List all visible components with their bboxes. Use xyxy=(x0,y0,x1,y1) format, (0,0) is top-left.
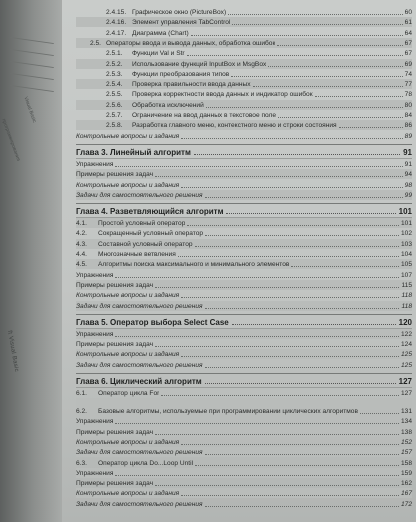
spine-line xyxy=(10,61,54,68)
toc-entry xyxy=(76,301,412,311)
entry-number: 2.5.4. xyxy=(106,81,123,89)
dot-leader xyxy=(360,412,399,414)
entry-number: 4.4. xyxy=(76,251,87,258)
entry-page: 107 xyxy=(400,271,412,279)
chapter-rule xyxy=(76,203,412,204)
entry-title: Обработка исключений xyxy=(132,101,204,109)
chapter-title: Глава 4. Разветвляющийся алгоритм xyxy=(76,207,224,217)
entry-page: 162 xyxy=(400,480,412,488)
toc-entry xyxy=(76,218,412,228)
dot-leader xyxy=(291,265,399,267)
entry-page: 86 xyxy=(404,122,412,130)
toc-entry xyxy=(76,28,412,38)
toc-entry xyxy=(76,239,412,249)
toc-entry xyxy=(76,280,412,290)
toc-entry xyxy=(76,478,412,488)
entry-page: 127 xyxy=(400,390,412,397)
entry-page: 74 xyxy=(404,70,412,78)
entry-page: 78 xyxy=(404,91,412,99)
entry-page: 105 xyxy=(400,261,412,269)
toc-entry xyxy=(76,110,412,120)
entry-title: Простой условный оператор xyxy=(98,220,186,228)
entry-number: 2.5.5. xyxy=(106,91,123,99)
toc-entry xyxy=(76,416,412,426)
chapter-rule xyxy=(76,144,412,145)
toc-entry xyxy=(76,329,412,339)
entry-page: 102 xyxy=(400,230,412,238)
entry-page: 125 xyxy=(400,361,412,369)
dot-leader xyxy=(195,464,399,466)
spine-title: ft Visual Basic xyxy=(6,330,20,373)
entry-number: 4.5. xyxy=(76,261,87,269)
toc-entry xyxy=(76,69,412,79)
entry-number: 4.1. xyxy=(76,220,87,228)
toc-entry xyxy=(76,180,412,190)
chapter-heading xyxy=(76,146,412,157)
entry-title: Использование функций InputBox и MsgBox xyxy=(132,60,267,68)
dot-leader xyxy=(191,34,403,36)
chapter-page: 101 xyxy=(398,207,412,217)
dot-leader xyxy=(339,126,403,128)
dot-leader xyxy=(115,474,399,476)
entry-page: 167 xyxy=(400,490,412,498)
entry-number: 6.2. xyxy=(76,408,87,416)
entry-page: 91 xyxy=(404,160,412,168)
entry-title: Оператор цикла Do...Loop Until xyxy=(98,459,194,467)
dot-leader xyxy=(187,224,399,226)
entry-page: 125 xyxy=(400,351,412,359)
dot-leader xyxy=(232,23,402,25)
dot-leader xyxy=(155,286,399,288)
entry-number: 4.3. xyxy=(76,240,87,248)
dot-leader xyxy=(315,95,403,97)
entry-page: 103 xyxy=(400,240,412,248)
toc-entry xyxy=(76,89,412,99)
toc-entry xyxy=(76,17,412,27)
entry-title: Упражнения xyxy=(76,330,114,338)
book-spine xyxy=(0,0,62,522)
entry-number: 2.5.3. xyxy=(106,70,123,78)
entry-number: 2.5.2. xyxy=(106,60,123,68)
entry-page: 152 xyxy=(400,438,412,446)
entry-page: 101 xyxy=(400,220,412,228)
dot-leader xyxy=(181,355,399,357)
toc-entry xyxy=(76,427,412,437)
toc-entry xyxy=(76,360,412,370)
toc-entry xyxy=(76,120,412,130)
entry-title: Диаграмма (Chart) xyxy=(132,29,189,37)
toc-entry xyxy=(76,458,412,468)
dot-leader xyxy=(115,335,399,337)
entry-page: 118 xyxy=(401,292,412,300)
entry-title: Операторы ввода и вывода данных, обработка ошибок xyxy=(106,39,276,47)
entry-page: 159 xyxy=(400,469,412,477)
entry-title: Контрольные вопросы и задания xyxy=(76,351,180,359)
chapter-heading xyxy=(76,375,412,386)
entry-title: Задачи для самостоятельного решения xyxy=(76,302,203,310)
entry-title: Функции Val и Str xyxy=(132,50,185,58)
dot-leader xyxy=(115,165,402,167)
dot-leader xyxy=(205,505,399,507)
entry-title: Примеры решения задач xyxy=(76,480,154,488)
table-of-contents xyxy=(62,0,416,522)
toc-entry xyxy=(76,388,412,398)
entry-title: Контрольные вопросы и задания xyxy=(76,181,180,189)
entry-page: 99 xyxy=(404,191,412,199)
entry-number: 2.5.8. xyxy=(106,122,123,130)
entry-title: Задачи для самостоятельного решения xyxy=(76,191,203,199)
spine-line xyxy=(10,49,54,56)
entry-title: Примеры решения задач xyxy=(76,428,154,436)
entry-page: 67 xyxy=(404,39,412,47)
entry-page: 118 xyxy=(401,302,412,310)
chapter-title: Глава 6. Циклический алгоритм xyxy=(76,377,202,386)
toc-entry xyxy=(76,488,412,498)
toc-entry xyxy=(76,270,412,280)
toc-entry xyxy=(76,48,412,58)
dot-leader xyxy=(155,175,403,177)
chapter-title: Глава 3. Линейный алгоритм xyxy=(76,147,191,157)
toc-entry xyxy=(76,499,412,509)
chapter-heading xyxy=(76,205,412,216)
entry-title: Упражнения xyxy=(76,418,114,426)
entry-page: 134 xyxy=(400,418,412,426)
entry-page: 138 xyxy=(400,428,412,436)
dot-leader xyxy=(205,453,399,455)
entry-number: 6.1. xyxy=(76,390,87,397)
entry-title: Разработка главного меню, контекстного меню и строки состояния xyxy=(132,122,337,130)
toc-entry xyxy=(76,259,412,269)
dot-leader xyxy=(226,212,395,214)
toc-entry xyxy=(76,38,412,48)
dot-leader xyxy=(232,323,396,325)
entry-page: 104 xyxy=(400,251,412,258)
entry-title: Элемент управления TabControl xyxy=(132,19,231,27)
entry-title: Графическое окно (PictureBox) xyxy=(132,9,227,16)
entry-title: Базовые алгоритмы, используемые при программировании циклических алгоритмов xyxy=(98,408,358,416)
dot-leader xyxy=(181,443,399,445)
dot-leader xyxy=(205,382,396,384)
toc-entry xyxy=(76,290,412,300)
spine-line xyxy=(10,73,54,80)
entry-number: 2.4.15. xyxy=(106,9,127,16)
chapter-rule xyxy=(76,314,412,315)
toc-entry xyxy=(76,249,412,259)
toc-entry xyxy=(76,79,412,89)
chapter-page: 127 xyxy=(398,377,412,386)
entry-title: Многозначные ветвления xyxy=(98,251,176,258)
entry-number: 2.5. xyxy=(90,39,101,47)
chapter-heading xyxy=(76,316,412,327)
entry-page: 84 xyxy=(404,112,412,119)
entry-title: Упражнения xyxy=(76,271,114,279)
chapter-title: Глава 5. Оператор выбора Select Case xyxy=(76,317,229,327)
entry-page: 131 xyxy=(400,408,412,416)
dot-leader xyxy=(115,422,399,424)
chapter-page: 120 xyxy=(398,317,412,327)
dot-leader xyxy=(181,186,403,188)
dot-leader xyxy=(181,494,399,496)
dot-leader xyxy=(155,484,399,486)
dot-leader xyxy=(195,245,399,247)
dot-leader xyxy=(205,366,399,368)
dot-leader xyxy=(161,394,399,396)
toc-page xyxy=(62,0,416,522)
entry-page: 172 xyxy=(400,500,412,508)
entry-title: Алгоритмы поиска максимального и минимального элементов xyxy=(98,261,290,269)
chapter-rule xyxy=(76,373,412,374)
entry-title: Задачи для самостоятельного решения xyxy=(76,449,203,457)
entry-title: Контрольные вопросы и задания xyxy=(76,292,180,300)
entry-title: Контрольные вопросы и задания xyxy=(76,490,180,498)
dot-leader xyxy=(181,296,399,298)
dot-leader xyxy=(178,255,399,257)
entry-title: Проверка правильности ввода данных xyxy=(132,81,251,89)
entry-title: Составной условный оператор xyxy=(98,240,193,248)
entry-title: Задачи для самостоятельного решения xyxy=(76,361,203,369)
entry-title: Упражнения xyxy=(76,160,114,168)
dot-leader xyxy=(181,137,403,139)
dot-leader xyxy=(268,65,402,67)
dot-leader xyxy=(206,106,403,108)
dot-leader xyxy=(155,345,399,347)
dot-leader xyxy=(115,276,399,278)
spine-note: программирования xyxy=(0,118,22,162)
dot-leader xyxy=(253,85,403,87)
entry-page: 157 xyxy=(400,449,412,457)
toc-entry xyxy=(76,169,412,179)
entry-page: 124 xyxy=(400,341,412,349)
entry-title: Контрольные вопросы и задания xyxy=(76,132,180,140)
entry-page: 98 xyxy=(404,181,412,189)
dot-leader xyxy=(205,307,400,309)
toc-entry xyxy=(76,100,412,110)
toc-entry xyxy=(76,468,412,478)
entry-title: Ограничение на ввод данных в текстовое поле xyxy=(132,112,277,119)
entry-page: 60 xyxy=(404,9,412,16)
entry-title: Контрольные вопросы и задания xyxy=(76,438,180,446)
entry-title: Сокращенный условный оператор xyxy=(98,230,204,238)
entry-number: 2.4.16. xyxy=(106,19,127,27)
entry-title: Примеры решения задач xyxy=(76,341,154,349)
toc-entry xyxy=(76,349,412,359)
entry-title: Функции преобразования типов xyxy=(132,70,230,78)
entry-title: Оператор цикла For xyxy=(98,390,160,397)
entry-page: 67 xyxy=(404,50,412,58)
entry-number: 2.5.7. xyxy=(106,112,123,119)
toc-entry xyxy=(76,7,412,17)
entry-page: 89 xyxy=(404,132,412,140)
entry-page: 61 xyxy=(404,19,412,27)
dot-leader xyxy=(228,13,403,15)
entry-title: Задачи для самостоятельного решения xyxy=(76,500,203,508)
entry-number: 2.5.1. xyxy=(106,50,123,58)
dot-leader xyxy=(194,153,400,155)
spine-note: Visual Basic xyxy=(22,96,38,124)
entry-page: 94 xyxy=(404,171,412,179)
toc-entry xyxy=(76,190,412,200)
toc-entry xyxy=(76,59,412,69)
entry-number: 2.5.6. xyxy=(106,101,123,109)
entry-number: 4.2. xyxy=(76,230,87,238)
dot-leader xyxy=(278,116,403,118)
toc-entry xyxy=(76,447,412,457)
dot-leader xyxy=(205,234,399,236)
dot-leader xyxy=(155,433,399,435)
spine-line xyxy=(10,85,54,92)
toc-entry xyxy=(76,131,412,141)
dot-leader xyxy=(231,75,402,77)
entry-title: Упражнения xyxy=(76,469,114,477)
toc-entry xyxy=(76,228,412,238)
entry-page: 122 xyxy=(400,330,412,338)
entry-page: 64 xyxy=(404,29,412,37)
dot-leader xyxy=(187,54,403,56)
entry-page: 69 xyxy=(404,60,412,68)
entry-title: Примеры решения задач xyxy=(76,171,154,179)
toc-entry xyxy=(76,437,412,447)
spine-line xyxy=(10,37,54,44)
toc-entry xyxy=(76,339,412,349)
entry-number: 2.4.17. xyxy=(106,29,127,37)
toc-entry xyxy=(76,398,412,416)
chapter-page: 91 xyxy=(403,147,412,157)
entry-page: 80 xyxy=(404,101,412,109)
entry-title: Примеры решения задач xyxy=(76,281,154,289)
entry-title: Проверка корректности ввода данных и индикатор ошибок xyxy=(132,91,313,99)
dot-leader xyxy=(205,196,403,198)
toc-entry xyxy=(76,159,412,169)
dot-leader xyxy=(277,44,402,46)
entry-page: 158 xyxy=(400,459,412,467)
entry-page: 115 xyxy=(401,281,412,289)
entry-page: 77 xyxy=(404,81,412,89)
entry-number: 6.3. xyxy=(76,459,87,467)
